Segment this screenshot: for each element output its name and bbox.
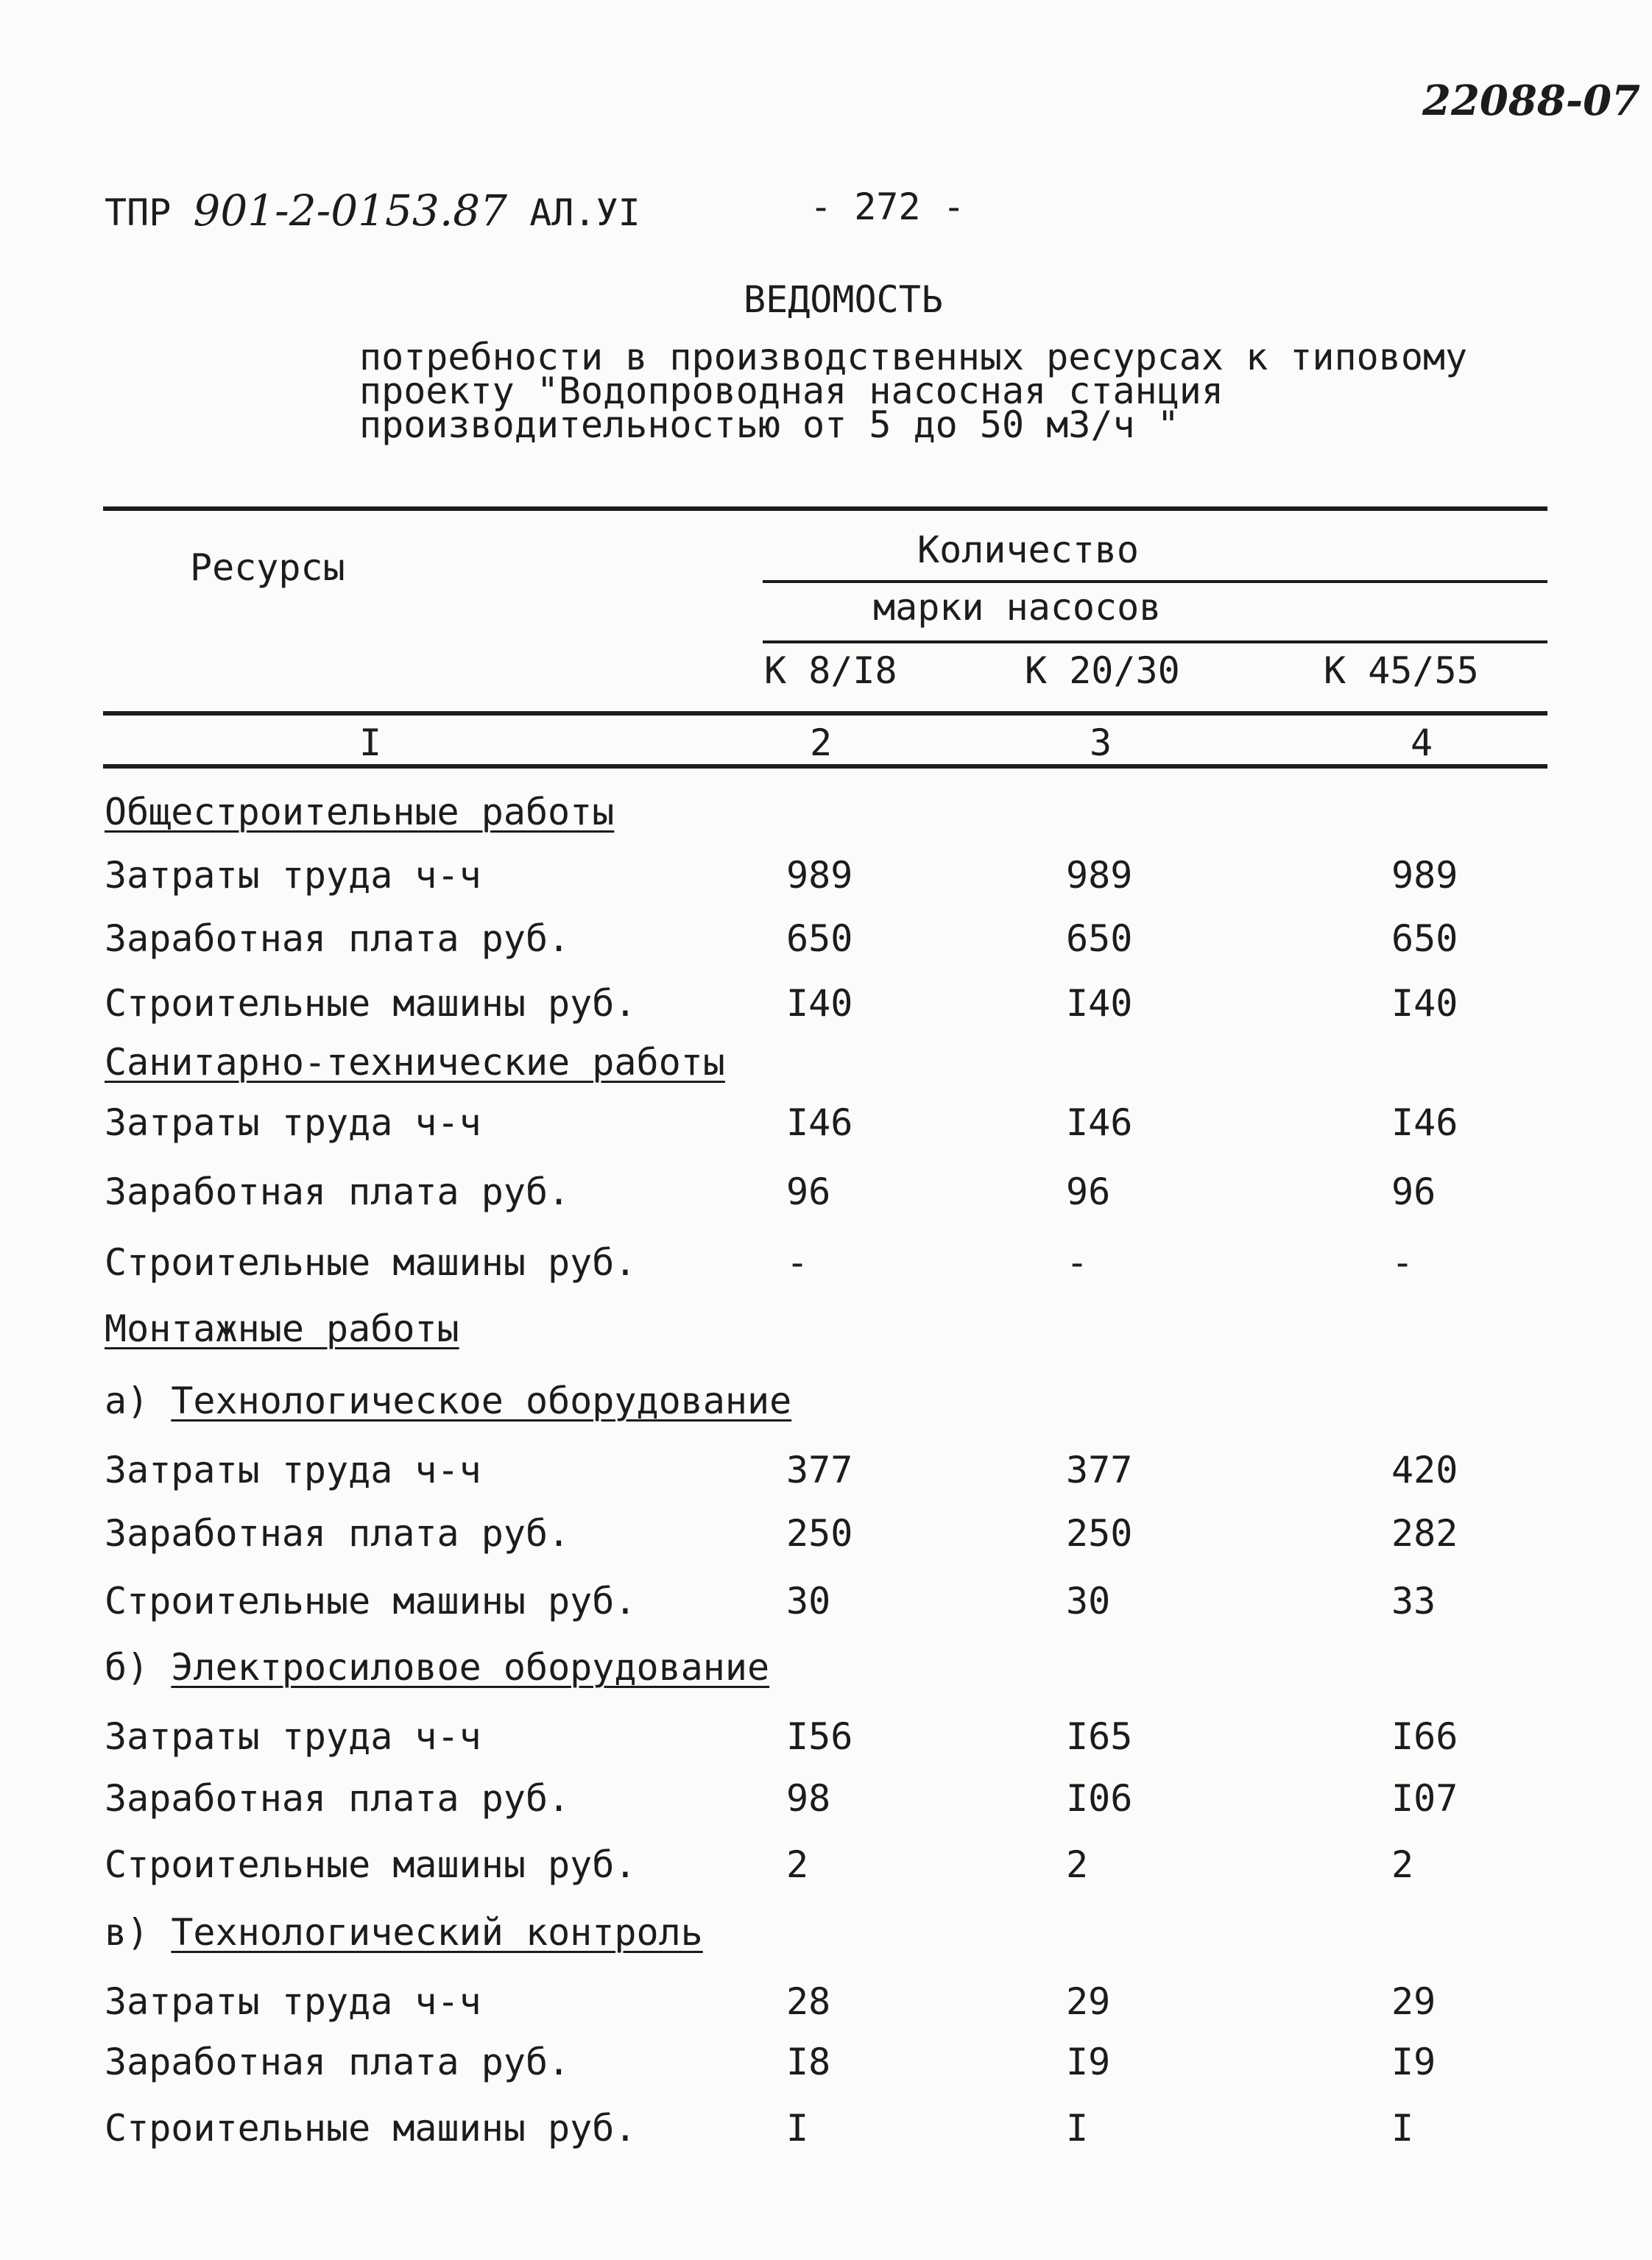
- section-title-text: Общестроительные работы: [105, 791, 615, 833]
- value-k8: 250: [786, 1512, 853, 1555]
- value-k8: 650: [786, 917, 853, 960]
- resource-name: Заработная плата руб.: [105, 1170, 571, 1213]
- value-k8: 989: [786, 854, 853, 897]
- quantity-header: Количество: [917, 529, 1140, 571]
- pump-header: марки насосов: [873, 586, 1162, 629]
- column-number-3: 3: [1090, 721, 1112, 764]
- value-k8: -: [786, 1241, 809, 1284]
- value-k45: 96: [1391, 1170, 1436, 1213]
- pump-header-1: К 8/I8: [764, 649, 897, 692]
- value-k8: 28: [786, 1980, 831, 2023]
- value-k20: I40: [1066, 982, 1133, 1025]
- table-row: [105, 1241, 1577, 1303]
- resource-name: Затраты труда ч-ч: [105, 1449, 481, 1491]
- value-k45: 282: [1391, 1512, 1458, 1555]
- resource-name: Строительные машины руб.: [105, 982, 637, 1025]
- value-k8: I40: [786, 982, 853, 1025]
- value-k45: 2: [1391, 1843, 1414, 1886]
- resource-name: Затраты труда ч-ч: [105, 1980, 481, 2023]
- table-row: [105, 982, 1577, 1044]
- value-k8: 377: [786, 1449, 853, 1491]
- value-k45: I40: [1391, 982, 1458, 1025]
- column-numbers-bottom-rule: [103, 764, 1547, 769]
- document-number: 22088-07: [1422, 77, 1640, 125]
- value-k20: 250: [1066, 1512, 1133, 1555]
- value-k8: 96: [786, 1170, 831, 1213]
- section-title: [105, 1911, 703, 1954]
- value-k20: 30: [1066, 1580, 1111, 1622]
- table-row: [105, 1449, 1577, 1511]
- section-title: [105, 791, 614, 833]
- value-k20: -: [1066, 1241, 1089, 1284]
- value-k45: 33: [1391, 1580, 1436, 1622]
- table-row: [105, 1843, 1577, 1905]
- value-k45: I: [1391, 2107, 1414, 2150]
- value-k20: 650: [1066, 917, 1133, 960]
- table-row: [105, 1980, 1577, 2042]
- pump-header-3: К 45/55: [1324, 649, 1479, 692]
- section-prefix: в): [105, 1911, 149, 1954]
- value-k8: I46: [786, 1101, 853, 1144]
- value-k45: 420: [1391, 1449, 1458, 1491]
- table-row: [105, 854, 1577, 916]
- value-k8: 98: [786, 1777, 831, 1820]
- section-prefix: а): [105, 1380, 149, 1422]
- column-number-4: 4: [1411, 721, 1433, 764]
- section-title-text: Санитарно-технические работы: [105, 1041, 725, 1084]
- section-title-text: Электросиловое оборудование: [171, 1646, 770, 1689]
- section-title: [105, 1646, 769, 1689]
- value-k20: I06: [1066, 1777, 1133, 1820]
- section-title: [105, 1307, 459, 1350]
- value-k45: 29: [1391, 1980, 1436, 2023]
- value-k20: I: [1066, 2107, 1089, 2150]
- value-k45: I9: [1391, 2041, 1436, 2083]
- value-k45: 650: [1391, 917, 1458, 960]
- resource-name: Заработная плата руб.: [105, 917, 571, 960]
- value-k20: I9: [1066, 2041, 1111, 2083]
- section-title-text: Монтажные работы: [105, 1307, 459, 1350]
- resource-column-header: Ресурсы: [190, 546, 345, 589]
- project-code: 901-2-0153.87: [193, 186, 508, 236]
- header-prefix: ТПР: [105, 191, 172, 234]
- value-k45: I46: [1391, 1101, 1458, 1144]
- table-row: [105, 1101, 1577, 1163]
- section-title: [105, 1041, 725, 1084]
- value-k8: I56: [786, 1715, 853, 1758]
- column-number-1: I: [359, 721, 382, 764]
- resource-name: Строительные машины руб.: [105, 1241, 637, 1284]
- value-k20: 2: [1066, 1843, 1089, 1886]
- page-number: - 272 -: [810, 186, 965, 228]
- page-subtitle: потребности в производственных ресурсах к типовому проекту "Водопроводная насосная станция производительностью от 5 до 50 м3/ч ": [359, 336, 1468, 446]
- value-k45: 989: [1391, 854, 1458, 897]
- quantity-rule: [763, 580, 1547, 583]
- table-row: [105, 1715, 1577, 1777]
- table-row: [105, 1512, 1577, 1574]
- pump-rule: [763, 640, 1547, 643]
- value-k8: 2: [786, 1843, 809, 1886]
- value-k20: 377: [1066, 1449, 1133, 1491]
- resource-name: Заработная плата руб.: [105, 1512, 571, 1555]
- value-k8: I: [786, 2107, 809, 2150]
- page-title: ВЕДОМОСТЬ: [744, 278, 943, 321]
- value-k45: -: [1391, 1241, 1414, 1284]
- section-title-text: Технологическое оборудование: [171, 1380, 792, 1422]
- resource-name: Строительные машины руб.: [105, 1580, 637, 1622]
- value-k20: 96: [1066, 1170, 1111, 1213]
- table-row: [105, 2041, 1577, 2102]
- value-k20: I46: [1066, 1101, 1133, 1144]
- resource-name: Заработная плата руб.: [105, 1777, 571, 1820]
- album-label: АЛ.УI: [529, 191, 640, 234]
- table-row: [105, 2107, 1577, 2169]
- document-header: [105, 186, 640, 236]
- resource-name: Строительные машины руб.: [105, 2107, 637, 2150]
- section-title: [105, 1380, 791, 1422]
- table-top-rule: [103, 506, 1547, 511]
- table-row: [105, 1580, 1577, 1642]
- table-row: [105, 1170, 1577, 1232]
- table-row: [105, 1777, 1577, 1839]
- value-k45: I07: [1391, 1777, 1458, 1820]
- pump-header-2: К 20/30: [1025, 649, 1180, 692]
- value-k20: 29: [1066, 1980, 1111, 2023]
- resource-name: Заработная плата руб.: [105, 2041, 571, 2083]
- column-numbers-top-rule: [103, 711, 1547, 716]
- resource-name: Затраты труда ч-ч: [105, 1101, 481, 1144]
- resource-name: Затраты труда ч-ч: [105, 1715, 481, 1758]
- value-k20: 989: [1066, 854, 1133, 897]
- column-number-2: 2: [810, 721, 833, 764]
- value-k20: I65: [1066, 1715, 1133, 1758]
- table-row: [105, 917, 1577, 979]
- resource-name: Затраты труда ч-ч: [105, 854, 481, 897]
- resource-name: Строительные машины руб.: [105, 1843, 637, 1886]
- value-k8: I8: [786, 2041, 831, 2083]
- section-prefix: б): [105, 1646, 149, 1689]
- value-k45: I66: [1391, 1715, 1458, 1758]
- value-k8: 30: [786, 1580, 831, 1622]
- section-title-text: Технологический контроль: [171, 1911, 703, 1954]
